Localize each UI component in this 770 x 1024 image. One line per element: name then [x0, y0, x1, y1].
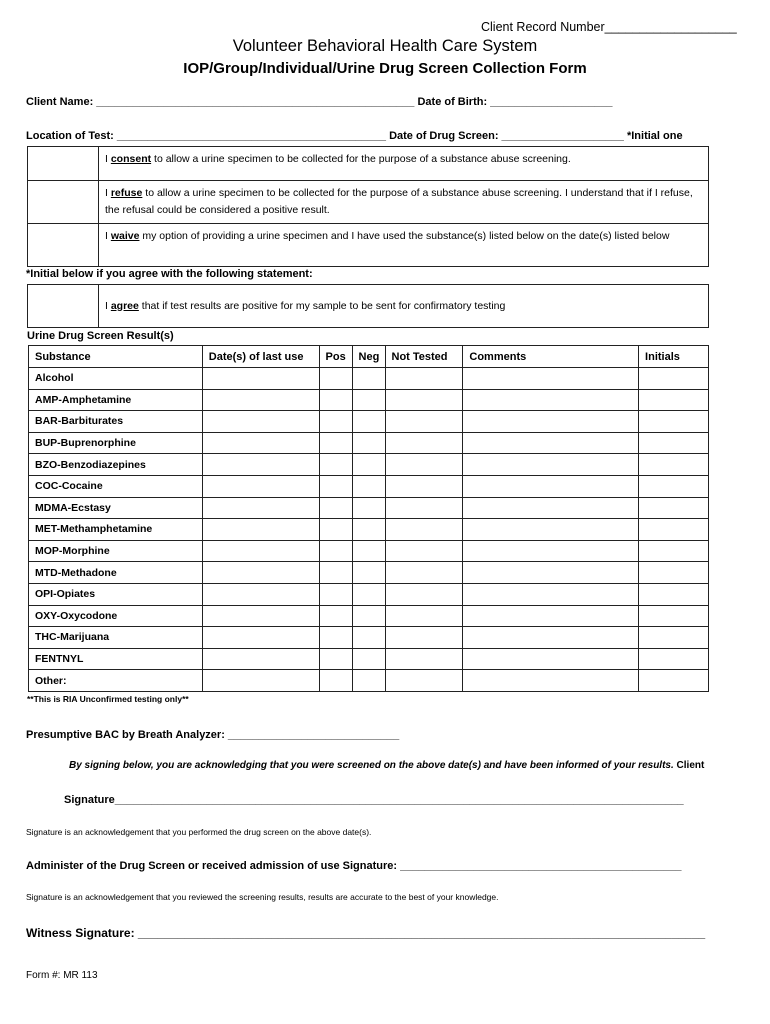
location-date-line[interactable]: Location of Test: ____________________________________________ Date of Drug Screen: ____________________ *Initial one [26, 130, 683, 142]
substance-name: THC-Marijuana [29, 627, 203, 649]
comments-cell[interactable] [463, 497, 639, 519]
witness-signature-line[interactable]: Witness Signature: _____________________________________________________________________________________ [26, 926, 706, 940]
substance-name: AMP-Amphetamine [29, 389, 203, 411]
col-comments: Comments [463, 346, 639, 368]
neg-cell[interactable] [352, 368, 385, 390]
neg-cell[interactable] [352, 670, 385, 692]
date-last-use-cell[interactable] [202, 519, 319, 541]
consent-table [27, 146, 709, 267]
date-last-use-cell[interactable] [202, 389, 319, 411]
date-last-use-cell[interactable] [202, 605, 319, 627]
not-tested-cell[interactable] [385, 454, 463, 476]
pos-cell[interactable] [319, 368, 352, 390]
initials-cell[interactable] [639, 627, 709, 649]
date-last-use-cell[interactable] [202, 648, 319, 670]
substance-name: MDMA-Ecstasy [29, 497, 203, 519]
consent-statement: I consent to allow a urine specimen to be collected for the purpose of a substance abuse screening. [99, 147, 709, 181]
not-tested-cell[interactable] [385, 519, 463, 541]
not-tested-cell[interactable] [385, 627, 463, 649]
date-last-use-cell[interactable] [202, 475, 319, 497]
not-tested-cell[interactable] [385, 605, 463, 627]
comments-cell[interactable] [463, 411, 639, 433]
substance-row [29, 583, 709, 605]
comments-cell[interactable] [463, 454, 639, 476]
comments-cell[interactable] [463, 475, 639, 497]
not-tested-cell[interactable] [385, 497, 463, 519]
neg-cell[interactable] [352, 432, 385, 454]
initials-cell[interactable] [639, 670, 709, 692]
substance-row [29, 562, 709, 584]
initials-cell[interactable] [639, 519, 709, 541]
neg-cell[interactable] [352, 583, 385, 605]
pos-cell[interactable] [319, 670, 352, 692]
substance-name: Other: [29, 670, 203, 692]
administer-signature-note: Signature is an acknowledgement that you reviewed the screening results, results are accurate to the best of your knowledge. [26, 892, 499, 902]
substance-row [29, 411, 709, 433]
comments-cell[interactable] [463, 368, 639, 390]
date-last-use-cell[interactable] [202, 540, 319, 562]
client-signature-note: Signature is an acknowledgement that you performed the drug screen on the above date(s). [26, 827, 372, 837]
pos-cell[interactable] [319, 454, 352, 476]
initials-cell[interactable] [639, 389, 709, 411]
col-date-last-use: Date(s) of last use [202, 346, 319, 368]
pos-cell[interactable] [319, 432, 352, 454]
refuse-row [28, 181, 709, 224]
client-name-dob-line[interactable]: Client Name: ____________________________________________________ Date of Birth: ____________________ [26, 96, 613, 108]
initials-cell[interactable] [639, 411, 709, 433]
neg-cell[interactable] [352, 648, 385, 670]
not-tested-cell[interactable] [385, 583, 463, 605]
date-last-use-cell[interactable] [202, 411, 319, 433]
col-initials: Initials [639, 346, 709, 368]
initial-box[interactable] [28, 147, 99, 181]
bac-line[interactable]: Presumptive BAC by Breath Analyzer: ____________________________ [26, 729, 400, 741]
neg-cell[interactable] [352, 475, 385, 497]
substance-name: MET-Methamphetamine [29, 519, 203, 541]
substance-name: FENTNYL [29, 648, 203, 670]
ria-note: **This is RIA Unconfirmed testing only** [27, 694, 189, 704]
initial-box[interactable] [28, 181, 99, 224]
comments-cell[interactable] [463, 432, 639, 454]
pos-cell[interactable] [319, 389, 352, 411]
comments-cell[interactable] [463, 540, 639, 562]
initials-cell[interactable] [639, 432, 709, 454]
agree-row [28, 285, 709, 328]
substance-row [29, 627, 709, 649]
substance-row [29, 540, 709, 562]
not-tested-cell[interactable] [385, 648, 463, 670]
pos-cell[interactable] [319, 605, 352, 627]
col-substance: Substance [29, 346, 203, 368]
initials-cell[interactable] [639, 368, 709, 390]
neg-cell[interactable] [352, 389, 385, 411]
agree-statement: I agree that if test results are positive for my sample to be sent for confirmatory testing [99, 285, 709, 328]
substance-name: BAR-Barbiturates [29, 411, 203, 433]
form-number: Form #: MR 113 [26, 970, 98, 981]
initials-cell[interactable] [639, 497, 709, 519]
substance-name: Alcohol [29, 368, 203, 390]
substance-name: MOP-Morphine [29, 540, 203, 562]
comments-cell[interactable] [463, 519, 639, 541]
substance-row [29, 389, 709, 411]
substance-row [29, 368, 709, 390]
pos-cell[interactable] [319, 411, 352, 433]
neg-cell[interactable] [352, 519, 385, 541]
pos-cell[interactable] [319, 497, 352, 519]
substance-row [29, 497, 709, 519]
date-last-use-cell[interactable] [202, 583, 319, 605]
agree-heading: *Initial below if you agree with the following statement: [26, 268, 313, 280]
neg-cell[interactable] [352, 627, 385, 649]
initials-cell[interactable] [639, 540, 709, 562]
substance-row [29, 475, 709, 497]
initials-cell[interactable] [639, 648, 709, 670]
neg-cell[interactable] [352, 411, 385, 433]
acknowledgement-text: By signing below, you are acknowledging that you were screened on the above date(s) and have been informed of your results. Client [69, 760, 705, 771]
results-table [28, 345, 709, 692]
substance-row [29, 605, 709, 627]
not-tested-cell[interactable] [385, 432, 463, 454]
comments-cell[interactable] [463, 670, 639, 692]
substance-name: MTD-Methadone [29, 562, 203, 584]
date-last-use-cell[interactable] [202, 432, 319, 454]
initials-cell[interactable] [639, 475, 709, 497]
comments-cell[interactable] [463, 648, 639, 670]
date-last-use-cell[interactable] [202, 368, 319, 390]
waive-row [28, 224, 709, 267]
date-last-use-cell[interactable] [202, 627, 319, 649]
pos-cell[interactable] [319, 475, 352, 497]
not-tested-cell[interactable] [385, 475, 463, 497]
neg-cell[interactable] [352, 497, 385, 519]
administer-signature-line[interactable]: Administer of the Drug Screen or received admission of use Signature: ______________________________________________ [26, 860, 682, 872]
initials-cell[interactable] [639, 605, 709, 627]
initials-cell[interactable] [639, 454, 709, 476]
initial-box[interactable] [28, 285, 99, 328]
substance-row [29, 432, 709, 454]
not-tested-cell[interactable] [385, 562, 463, 584]
substance-row [29, 519, 709, 541]
not-tested-cell[interactable] [385, 389, 463, 411]
substance-name: COC-Cocaine [29, 475, 203, 497]
pos-cell[interactable] [319, 519, 352, 541]
substance-name: OXY-Oxycodone [29, 605, 203, 627]
substance-row [29, 454, 709, 476]
client-record-number: Client Record Number___________________ [481, 20, 737, 34]
neg-cell[interactable] [352, 562, 385, 584]
substance-name: OPI-Opiates [29, 583, 203, 605]
not-tested-cell[interactable] [385, 540, 463, 562]
results-heading: Urine Drug Screen Result(s) [27, 330, 174, 342]
col-not-tested: Not Tested [385, 346, 463, 368]
date-last-use-cell[interactable] [202, 562, 319, 584]
col-pos: Pos [319, 346, 352, 368]
not-tested-cell[interactable] [385, 368, 463, 390]
consent-row [28, 147, 709, 181]
not-tested-cell[interactable] [385, 411, 463, 433]
waive-statement: I waive my option of providing a urine specimen and I have used the substance(s) listed below on the date(s) listed below [99, 224, 709, 267]
pos-cell[interactable] [319, 648, 352, 670]
date-last-use-cell[interactable] [202, 670, 319, 692]
initial-box[interactable] [28, 224, 99, 267]
comments-cell[interactable] [463, 605, 639, 627]
comments-cell[interactable] [463, 583, 639, 605]
date-last-use-cell[interactable] [202, 497, 319, 519]
comments-cell[interactable] [463, 562, 639, 584]
pos-cell[interactable] [319, 627, 352, 649]
agree-table [27, 284, 709, 328]
substance-row [29, 670, 709, 692]
results-header-row [29, 346, 709, 368]
substance-name: BUP-Buprenorphine [29, 432, 203, 454]
comments-cell[interactable] [463, 627, 639, 649]
organization-name: Volunteer Behavioral Health Care System [232, 37, 538, 55]
pos-cell[interactable] [319, 583, 352, 605]
refuse-statement: I refuse to allow a urine specimen to be collected for the purpose of a substance abuse screening. I understand that if I refuse, the refusal could be considered a positive result. [99, 181, 709, 224]
neg-cell[interactable] [352, 454, 385, 476]
date-last-use-cell[interactable] [202, 454, 319, 476]
initials-cell[interactable] [639, 562, 709, 584]
not-tested-cell[interactable] [385, 670, 463, 692]
client-signature-line[interactable]: Signature_____________________________________________________________________________________________ [64, 794, 684, 806]
substance-row [29, 648, 709, 670]
substance-name: BZO-Benzodiazepines [29, 454, 203, 476]
neg-cell[interactable] [352, 540, 385, 562]
initials-cell[interactable] [639, 583, 709, 605]
neg-cell[interactable] [352, 605, 385, 627]
pos-cell[interactable] [319, 540, 352, 562]
col-neg: Neg [352, 346, 385, 368]
form-title: IOP/Group/Individual/Urine Drug Screen Collection Form [183, 60, 587, 77]
comments-cell[interactable] [463, 389, 639, 411]
pos-cell[interactable] [319, 562, 352, 584]
